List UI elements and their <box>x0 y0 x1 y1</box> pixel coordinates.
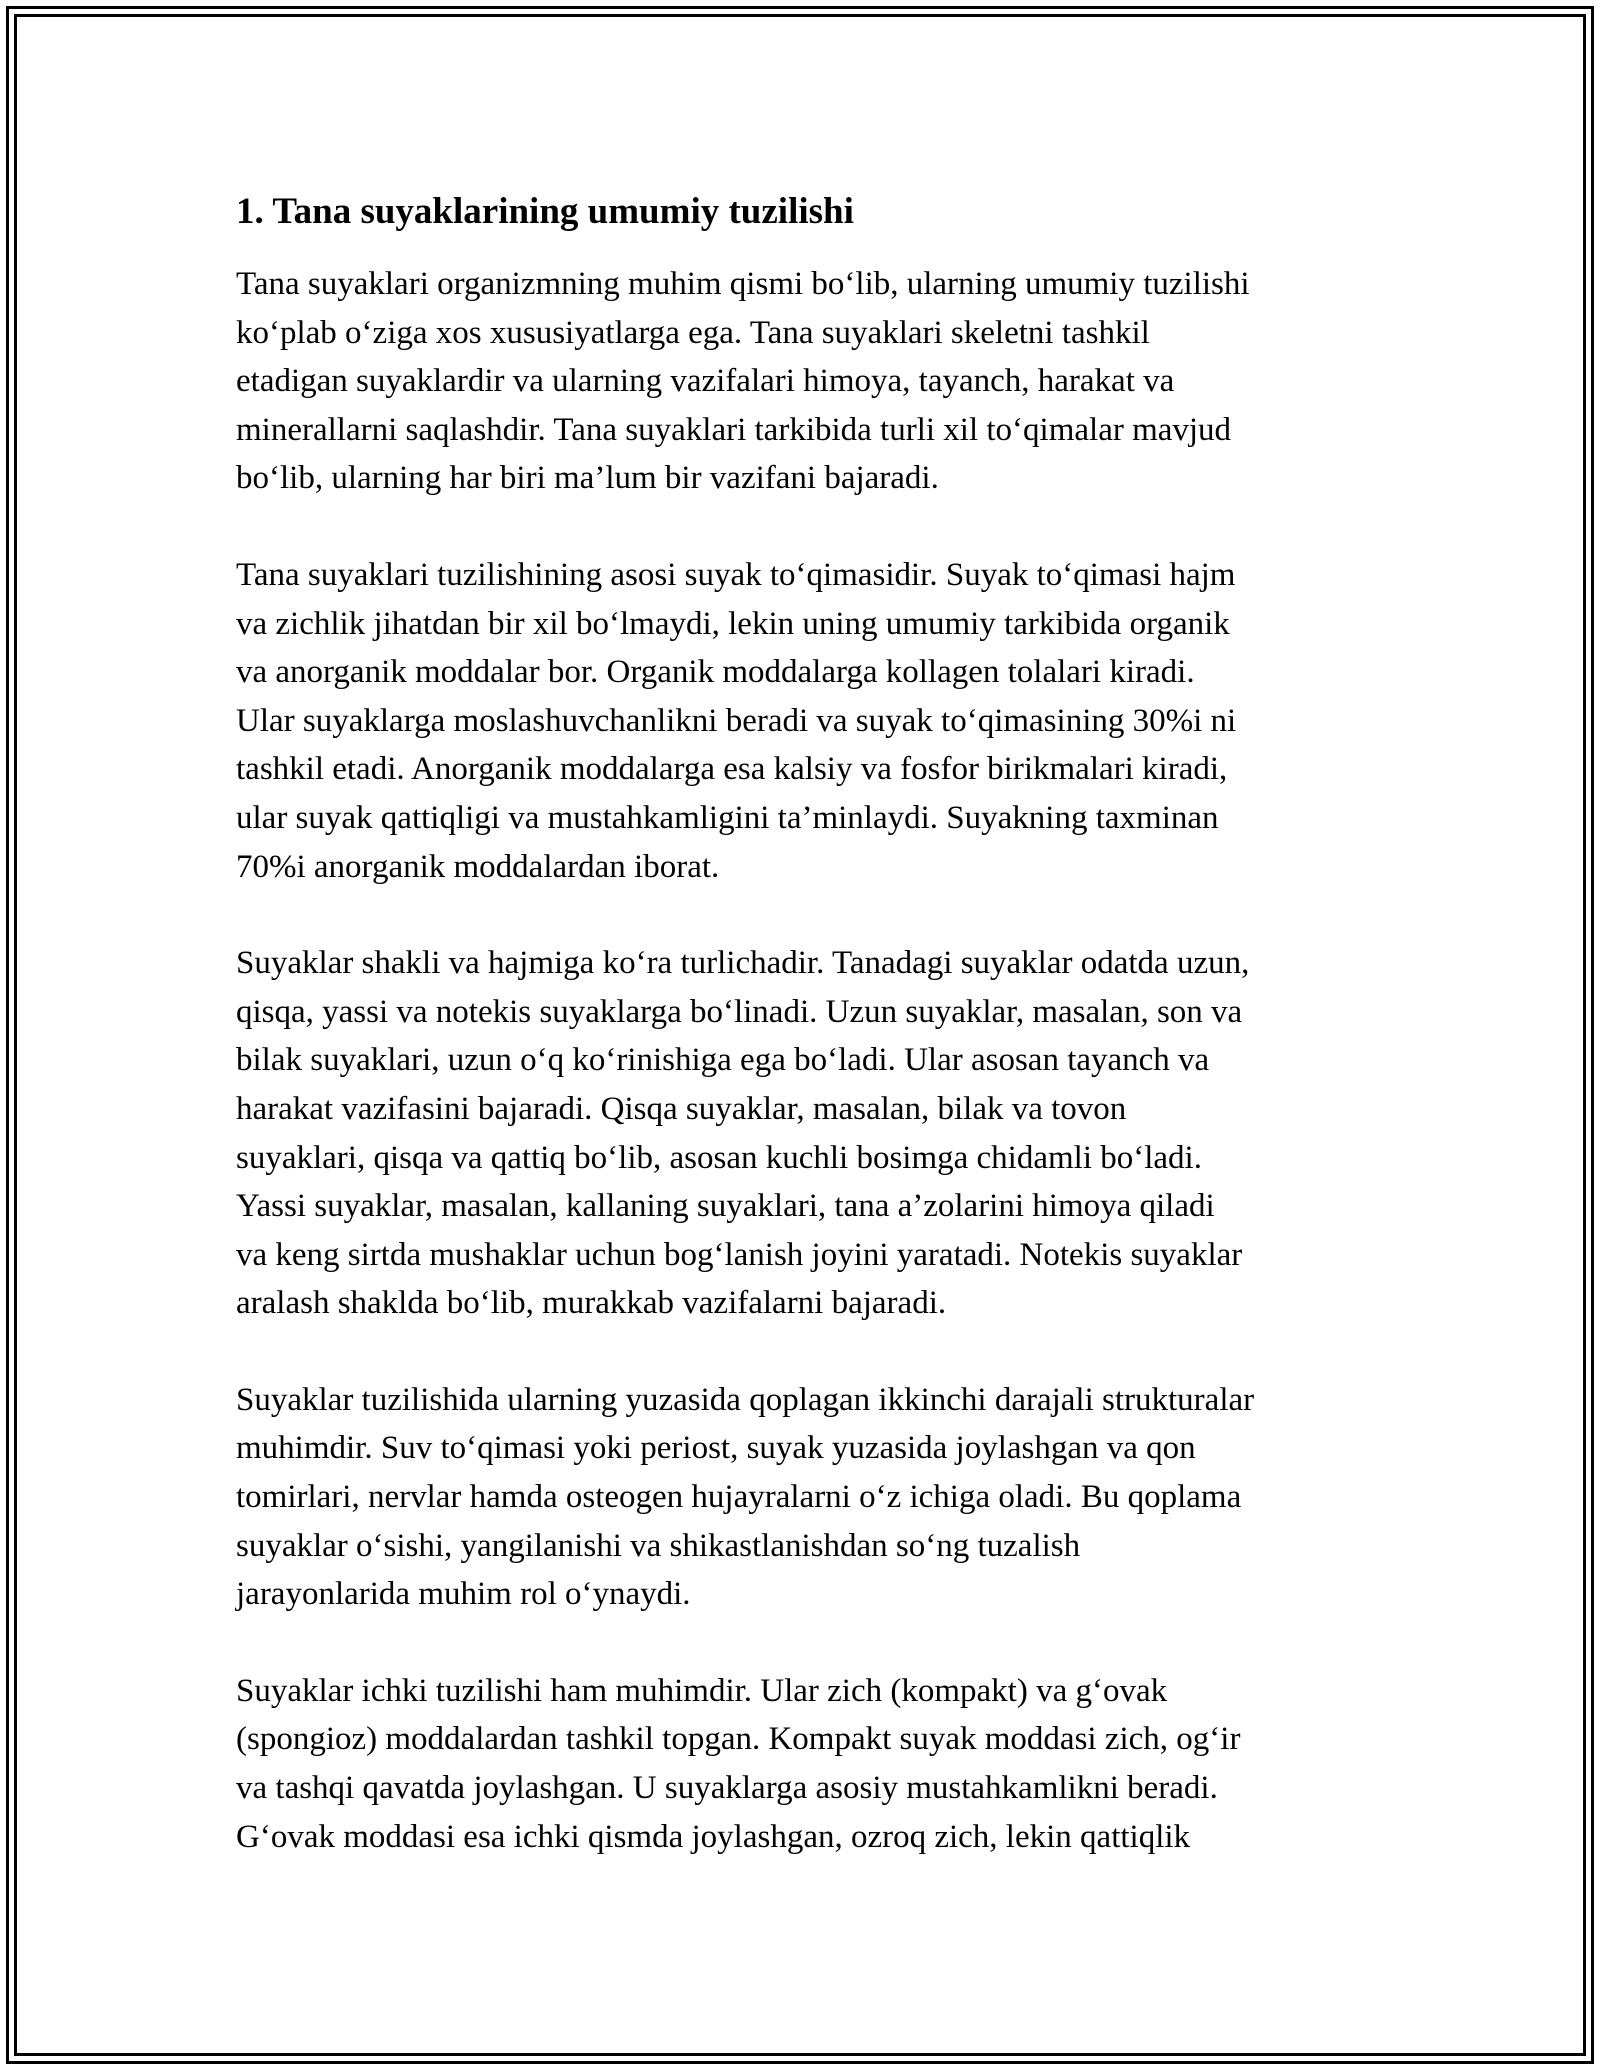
document-body <box>236 186 1376 1909</box>
paragraph-intro: Tana suyaklari organizmning muhim qismi bo‘lib, ularning umumiy tuzilishi ko‘plab o‘ziga xos xususiyatlarga ega. Tana suyaklari skeletni tashkil etadigan suyaklardir va ularning vazifalari himoya, tayanch, harakat va minerallarni saqlashdir. Tana suyaklari tarkibida turli xil to‘qimalar mavjud bo‘lib, ularning har biri ma’lum bir vazifani bajaradi. <box>236 266 1250 497</box>
paragraph-internal-structure: Suyaklar ichki tuzilishi ham muhimdir. Ular zich (kompakt) va g‘ovak (spongioz) moddalardan tashkil topgan. Kompakt suyak moddasi zich, og‘ir va tashqi qavatda joylashgan. U suyaklarga asosiy mustahkamlikni beradi. G‘ovak moddasi esa ichki qismda joylashgan, ozroq zich, lekin qattiqlik <box>236 1672 1241 1855</box>
section-heading: 1. Tana suyaklarining umumiy tuzilishi <box>236 191 854 232</box>
paragraph-bone-tissue: Tana suyaklari tuzilishining asosi suyak to‘qimasidir. Suyak to‘qimasi hajm va zichlik jihatdan bir xil bo‘lmaydi, lekin uning umumiy tarkibida organik va anorganik moddalar bor. Organik moddalarga kollagen tolalari kiradi. Ular suyaklarga moslashuvchanlikni beradi va suyak to‘qimasining 30%i ni tashkil etadi. Anorganik moddalarga esa kalsiy va fosfor birikmalari kiradi, ular suyak qattiqligi va mustahkamligini ta’minlaydi. Suyakning taxminan 70%i anorganik moddalardan iborat. <box>236 556 1237 885</box>
paragraph-periosteum: Suyaklar tuzilishida ularning yuzasida qoplagan ikkinchi darajali strukturalar muhimdir. Suv to‘qimasi yoki periost, suyak yuzasida joylashgan va qon tomirlari, nervlar hamda osteogen hujayralarni o‘z ichiga oladi. Bu qoplama suyaklar o‘sishi, yangilanishi va shikastlanishdan so‘ng tuzalish jarayonlarida muhim rol o‘ynaydi. <box>236 1381 1255 1613</box>
paragraph-bone-shapes: Suyaklar shakli va hajmiga ko‘ra turlichadir. Tanadagi suyaklar odatda uzun, qisqa, yassi va notekis suyaklarga bo‘linadi. Uzun suyaklar, masalan, son va bilak suyaklari, uzun o‘q ko‘rinishiga ega bo‘ladi. Ular asosan tayanch va harakat vazifasini bajaradi. Qisqa suyaklar, masalan, bilak va tovon suyaklari, qisqa va qattiq bo‘lib, asosan kuchli bosimga chidamli bo‘ladi. Yassi suyaklar, masalan, kallaning suyaklari, tana a’zolarini himoya qiladi va keng sirtda mushaklar uchun bog‘lanish joyini yaratadi. Notekis suyaklar aralash shaklda bo‘lib, murakkab vazifalarni bajaradi. <box>236 945 1250 1322</box>
